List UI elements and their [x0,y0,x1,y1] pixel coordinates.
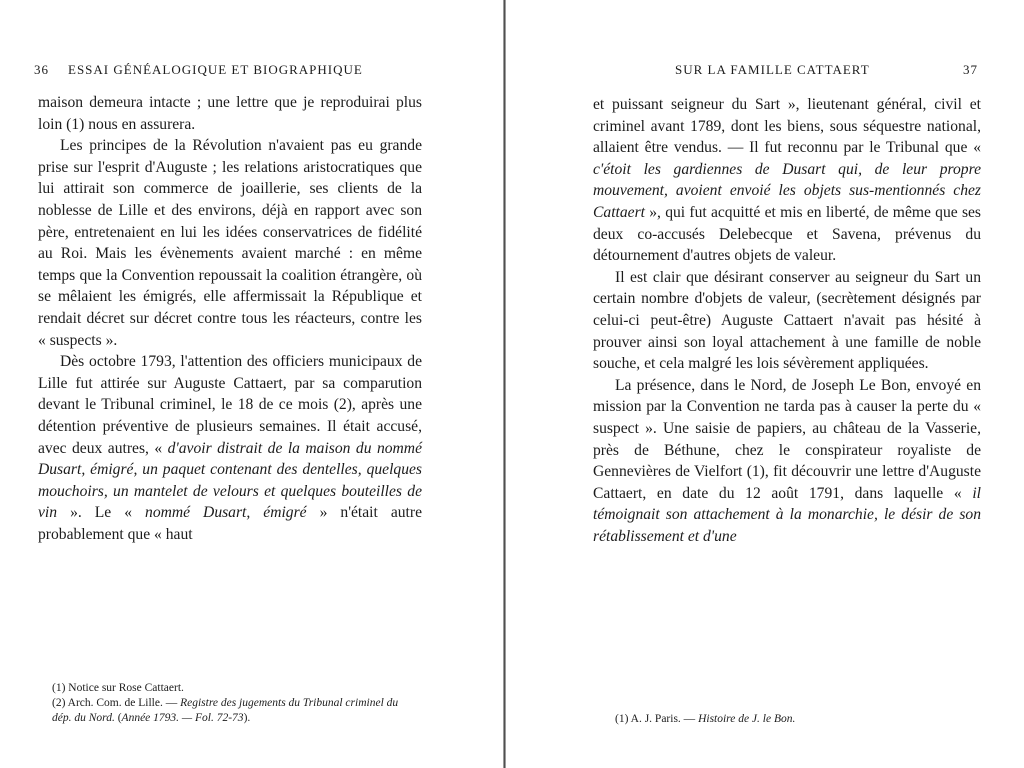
text-span: (2) Arch. Com. de Lille. — [52,697,181,709]
text-span: », qui fut acquitté et mis en liberté, de même que ses deux co-accusés Delebecque et Savena, prévenus du détournement d'autres objets de valeur. [593,203,981,265]
footnote-1 [615,712,975,727]
left-paragraph-1: maison demeura intacte ; une lettre que je reproduirai plus loin (1) nous en assurera. [38,94,422,133]
footnote-1: (1) Notice sur Rose Cattaert. [52,682,184,694]
text-span: ( [114,712,122,724]
book-gutter [503,0,506,768]
left-footnotes [52,681,416,726]
footnote-2 [52,696,416,726]
left-page [0,0,505,768]
right-footnotes [615,712,975,727]
italic-quote: nommé Dusart, émigré [145,504,307,522]
text-span: et puissant seigneur du Sart », lieutenant général, civil et criminel avant 1789, dont les biens, sous séquestre national, allaient être vendus. — Il fut reconnu par le Tribunal que « [593,96,981,157]
italic-text: Histoire de J. le Bon. [698,713,796,725]
right-paragraph-1 [593,94,981,267]
italic-text: Année 1793. — Fol. 72-73 [121,712,244,724]
italic-quote: c'étoit les gardiennes de Dusart qui, de leur propre mouvement, avoient envoié les objets sus-mentionnés chez Cattaert [593,160,981,221]
left-paragraph-2: Les principes de la Révolution n'avaient pas eu grande prise sur l'esprit d'Auguste ; les relations aristocratiques que lui attirait son commerce de joaillerie, ses clients de la noblesse de Lille et des environs, déjà en rapport avec son père, entretenaient en lui les idées conservatrices de fidélité au Roi. Mais les évènements avaient marché : en même temps que la Convention repoussait la coalition étrangère, où se mêlaient les émigrés, elle affermissait la République et rendait décret sur décret contre tous les réacteurs, contre les « suspects ». [38,137,422,349]
right-body-text [593,94,981,547]
italic-quote: d'avoir distrait de la maison du nommé Dusart, émigré, un paquet contenant des dentelles, quelques mouchoirs, un mantelet de velours et quelques bouteilles de vin [38,439,422,522]
right-paragraph-2: Il est clair que désirant conserver au seigneur du Sart un certain nombre d'objets de valeur, (secrètement désignés par celui-ci peut-être) Auguste Cattaert n'avait pas hésité à prouver ainsi son loyal attachement à une famille de noble souche, et cela malgré les lois sévèrement appliquées. [593,268,981,373]
italic-quote: il témoignait son attachement à la monarchie, le désir de son rétablissement et d'une [593,484,981,545]
text-span: ». Le « [57,504,146,522]
text-span: La présence, dans le Nord, de Joseph Le Bon, envoyé en mission par la Convention ne tarda pas à causer la perte du « suspect ». Une saisie de papiers, au château de la Vasserie, près de Béthune, chez le conspirateur royaliste de Gennevières de Vielfort (1), fit découvrir une lettre d'Auguste Cattaert, en date du 12 août 1791, dans laquelle « [593,376,981,502]
text-span: Dès octobre 1793, l'attention des officiers municipaux de Lille fut attirée sur Auguste Cattaert, par sa comparution devant le Tribunal criminel, le 18 de ce mois (2), après une détention préventive de plusieurs semaines. Il était accusé, avec deux autres, « [38,353,422,457]
left-body-text [38,92,422,545]
text-span: (1) A. J. Paris. — [615,713,699,725]
left-running-head: ESSAI GÉNÉALOGIQUE ET BIOGRAPHIQUE [68,62,363,77]
left-paragraph-3 [38,351,422,545]
right-page [507,0,1024,768]
text-span: ). [243,712,251,724]
text-span: » n'était autre probablement que « haut [38,504,423,543]
left-page-number: 36 [34,62,49,77]
italic-text: Registre des jugements du Tribunal criminel du dép. du Nord. [52,697,399,724]
right-paragraph-3 [593,375,981,548]
right-page-number: 37 [963,62,978,77]
right-running-head: SUR LA FAMILLE CATTAERT [675,62,870,77]
